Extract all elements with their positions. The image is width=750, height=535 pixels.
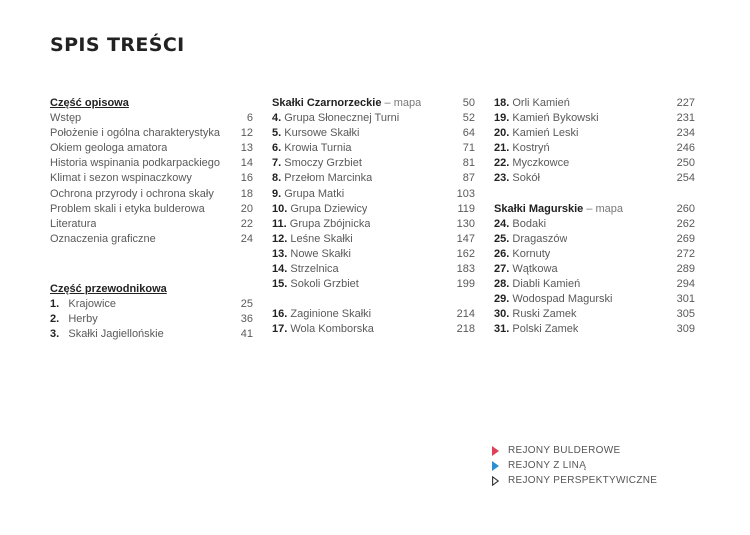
toc-entry-label: Herby bbox=[68, 313, 98, 326]
toc-entry[interactable]: 28. Diabli Kamień 294 bbox=[494, 277, 695, 292]
toc-entry[interactable] bbox=[50, 187, 253, 202]
toc-page-number: 272 bbox=[676, 247, 695, 260]
toc-page-number: 227 bbox=[676, 97, 695, 109]
toc-entry-label: Kamień Bykowski bbox=[512, 112, 599, 125]
toc-entry[interactable]: 31. Polski Zamek 309 bbox=[494, 322, 695, 337]
toc-entry-number: 27 bbox=[494, 263, 507, 276]
toc-page-number: 14 bbox=[240, 157, 253, 170]
toc-entry-label: Grupa Matki bbox=[284, 187, 345, 200]
toc-entry-label: Diabli Kamień bbox=[512, 278, 581, 291]
toc-entry-label: Oznaczenia graficzne bbox=[50, 232, 156, 245]
toc-entry-label: Strzelnica bbox=[290, 263, 339, 276]
toc-entry-label: Zaginione Skałki bbox=[290, 308, 372, 321]
toc-entry-label: Grupa Dziewicy bbox=[290, 202, 368, 215]
toc-entry-label: Wątkowa bbox=[512, 263, 558, 276]
toc-page-number: 87 bbox=[462, 172, 475, 185]
toc-entry[interactable] bbox=[50, 156, 253, 171]
toc-entry[interactable]: 4. Grupa Słonecznej Turni 52 bbox=[272, 111, 475, 126]
toc-entry[interactable]: 11. Grupa Zbójnicka 130 bbox=[272, 217, 475, 232]
toc-page-number: 81 bbox=[462, 157, 475, 170]
toc-entry-label: Dragaszów bbox=[512, 232, 568, 245]
region-heading-label: Skałki Czarnorzeckie bbox=[272, 97, 382, 109]
toc-entry-number: 13 bbox=[272, 247, 285, 260]
toc-entry-label: Polski Zamek bbox=[512, 323, 579, 336]
toc-entry[interactable] bbox=[50, 202, 253, 217]
toc-entry[interactable]: 30. Ruski Zamek 305 bbox=[494, 307, 695, 322]
toc-entry-number: 16 bbox=[272, 308, 285, 321]
toc-entry-label: Kamień Leski bbox=[512, 127, 579, 140]
toc-entry-number: 24 bbox=[494, 217, 507, 230]
toc-entry-number: 23 bbox=[494, 172, 507, 185]
outline-triangle-icon bbox=[492, 476, 499, 486]
toc-entry-label: Smoczy Grzbiet bbox=[284, 157, 362, 170]
toc-entry[interactable]: 5. Kursowe Skałki 64 bbox=[272, 126, 475, 141]
toc-entry[interactable]: 15. Sokoli Grzbiet 199 bbox=[272, 277, 475, 292]
section-heading-label: Część opisowa bbox=[50, 97, 129, 109]
toc-page-number: 6 bbox=[246, 112, 253, 125]
toc-entry-label: Problem skali i etyka bulderowa bbox=[50, 202, 205, 215]
toc-entry[interactable]: 22. Myczkowce 250 bbox=[494, 156, 695, 171]
toc-entry-label: Myczkowce bbox=[512, 157, 570, 170]
toc-entry-label: Literatura bbox=[50, 217, 97, 230]
toc-page-number: 289 bbox=[676, 263, 695, 276]
toc-entry[interactable]: 16. Zaginione Skałki 214 bbox=[272, 307, 475, 322]
toc-entry[interactable]: 3. Skałki Jagiellońskie 41 bbox=[50, 327, 253, 342]
toc-entry-number: 30 bbox=[494, 308, 507, 321]
toc-entry[interactable]: 6. Krowia Turnia 71 bbox=[272, 141, 475, 156]
toc-entry-label: Ruski Zamek bbox=[512, 308, 577, 321]
toc-entry-number: 6 bbox=[272, 142, 279, 155]
toc-entry-number: 17 bbox=[272, 323, 285, 336]
toc-entry[interactable]: 29. Wodospad Magurski 301 bbox=[494, 292, 695, 307]
toc-entry-number: 21 bbox=[494, 142, 507, 155]
toc-entry-number: 4 bbox=[272, 112, 279, 125]
toc-entry-label: Kursowe Skałki bbox=[284, 127, 360, 140]
toc-entry-label: Nowe Skałki bbox=[290, 247, 351, 260]
toc-entry[interactable]: 8. Przełom Marcinka 87 bbox=[272, 171, 475, 186]
toc-entry-number: 2 bbox=[50, 313, 57, 326]
toc-entry[interactable]: 14. Strzelnica 183 bbox=[272, 262, 475, 277]
toc-entry-number: 9 bbox=[272, 187, 279, 200]
toc-page-number: 309 bbox=[676, 323, 695, 336]
toc-page-number: 269 bbox=[676, 232, 695, 245]
toc-entry-label: Wodospad Magurski bbox=[512, 293, 613, 306]
toc-page-number: 294 bbox=[676, 278, 695, 291]
toc-entry[interactable]: 21. Kostryń 246 bbox=[494, 141, 695, 156]
toc-page-number: 22 bbox=[240, 217, 253, 230]
toc-entry[interactable]: 7. Smoczy Grzbiet 81 bbox=[272, 156, 475, 171]
region-heading-label: Skałki Magurskie bbox=[494, 202, 584, 215]
toc-entry-number: 20 bbox=[494, 127, 507, 140]
toc-page-number: 246 bbox=[676, 142, 695, 155]
toc-entry[interactable]: 10. Grupa Dziewicy 119 bbox=[272, 202, 475, 217]
toc-entry[interactable]: 13. Nowe Skałki 162 bbox=[272, 247, 475, 262]
legend-item-boulder bbox=[492, 443, 657, 458]
toc-page-number: 16 bbox=[240, 172, 253, 185]
toc-entry-label: Orli Kamień bbox=[512, 97, 570, 109]
toc-entry[interactable] bbox=[50, 111, 253, 126]
toc-page-number: 103 bbox=[456, 187, 475, 200]
toc-page-number: 254 bbox=[676, 172, 695, 185]
toc-entry-label: Grupa Słonecznej Turni bbox=[284, 112, 400, 125]
toc-entry-number: 22 bbox=[494, 157, 507, 170]
section-heading-label: Część przewodnikowa bbox=[50, 283, 167, 296]
toc-page-number: 183 bbox=[456, 263, 475, 276]
toc-entry-number: 25 bbox=[494, 232, 507, 245]
toc-entry-label: Krajowice bbox=[68, 298, 117, 311]
toc-page-number: 25 bbox=[240, 298, 253, 311]
region-heading-sub: – mapa bbox=[384, 97, 422, 109]
toc-entry[interactable]: 26. Kornuty 272 bbox=[494, 247, 695, 262]
blue-triangle-icon bbox=[492, 461, 499, 471]
toc-page-number: 71 bbox=[462, 142, 475, 155]
toc-entry-number: 15 bbox=[272, 278, 285, 291]
toc-page-number: 20 bbox=[240, 202, 253, 215]
toc-entry-number: 18 bbox=[494, 97, 507, 109]
toc-entry[interactable]: 17. Wola Komborska 218 bbox=[272, 322, 475, 337]
toc-entry[interactable] bbox=[50, 217, 253, 232]
toc-entry-number: 1 bbox=[50, 298, 57, 311]
toc-page-number: 250 bbox=[676, 157, 695, 170]
toc-page-number: 234 bbox=[676, 127, 695, 140]
toc-page-number: 41 bbox=[240, 328, 253, 341]
toc-page-number: 214 bbox=[456, 308, 475, 321]
toc-entry[interactable]: 12. Leśne Skałki 147 bbox=[272, 232, 475, 247]
toc-entry-label: Grupa Zbójnicka bbox=[289, 217, 371, 230]
toc-entry[interactable]: 19. Kamień Bykowski 231 bbox=[494, 111, 695, 126]
toc-page-number: 36 bbox=[240, 313, 253, 326]
toc-entry-number: 28 bbox=[494, 278, 507, 291]
toc-entry[interactable]: 2. Herby 36 bbox=[50, 312, 253, 327]
region-heading-sub: – mapa bbox=[586, 202, 624, 215]
toc-entry-label: Leśne Skałki bbox=[290, 232, 353, 245]
legend-item-rope bbox=[492, 458, 657, 473]
toc-entry-label: Sokoli Grzbiet bbox=[290, 278, 359, 291]
toc-entry-label: Kornuty bbox=[512, 247, 551, 260]
toc-page-number: 262 bbox=[676, 217, 695, 230]
toc-page-number: 64 bbox=[462, 127, 475, 140]
toc-entry-number: 5 bbox=[272, 127, 279, 140]
toc-page-number: 231 bbox=[676, 112, 695, 125]
toc-page-number: 52 bbox=[462, 112, 475, 125]
toc-heading-czarnorzeckie[interactable] bbox=[272, 96, 475, 111]
toc-entry[interactable]: 23. Sokół 254 bbox=[494, 171, 695, 186]
toc-entry-label: Historia wspinania podkarpackiego bbox=[50, 157, 220, 170]
toc-column-3 bbox=[494, 96, 695, 338]
toc-entry-number: 10 bbox=[272, 202, 285, 215]
toc-entry-label: Krowia Turnia bbox=[284, 142, 352, 155]
toc-entry-number: 31 bbox=[494, 323, 507, 336]
toc-page-number: 130 bbox=[456, 217, 475, 230]
toc-page-number: 18 bbox=[240, 187, 253, 200]
toc-entry-number: 14 bbox=[272, 263, 285, 276]
toc-entry-label: Wola Komborska bbox=[290, 323, 374, 336]
toc-entry[interactable]: 9. Grupa Matki 103 bbox=[272, 187, 475, 202]
toc-entry-number: 29 bbox=[494, 293, 507, 306]
toc-entry[interactable]: 25. Dragaszów 269 bbox=[494, 232, 695, 247]
legend-label: REJONY Z LINĄ bbox=[508, 460, 587, 471]
legend-item-prospective bbox=[492, 473, 657, 488]
toc-entry-label: Przełom Marcinka bbox=[284, 172, 373, 185]
page-title: SPIS TREŚCI bbox=[50, 34, 185, 56]
toc-entry[interactable]: 18. Orli Kamień 227 bbox=[494, 96, 695, 111]
toc-page-number: 260 bbox=[676, 202, 695, 215]
toc-entry-label: Wstęp bbox=[50, 112, 82, 125]
toc-entry-number: 11 bbox=[272, 217, 284, 230]
toc-entry[interactable]: 24. Bodaki 262 bbox=[494, 217, 695, 232]
legend-label: REJONY PERSPEKTYWICZNE bbox=[508, 475, 658, 486]
section-heading-descriptive[interactable] bbox=[50, 96, 253, 111]
toc-entry[interactable] bbox=[50, 141, 253, 156]
toc-entry-label: Sokół bbox=[512, 172, 540, 185]
toc-entry-number: 19 bbox=[494, 112, 507, 125]
toc-page-number: 162 bbox=[456, 247, 475, 260]
toc-page-number: 305 bbox=[676, 308, 695, 321]
toc-page-number: 24 bbox=[240, 232, 253, 245]
toc-heading-magurskie[interactable] bbox=[494, 202, 695, 217]
toc-entry-label: Skałki Jagiellońskie bbox=[68, 328, 164, 341]
section-heading-guide[interactable] bbox=[50, 282, 253, 297]
toc-page-number: 50 bbox=[462, 97, 475, 109]
legend bbox=[492, 443, 657, 488]
red-triangle-icon bbox=[492, 446, 499, 456]
toc-page-number: 119 bbox=[457, 202, 475, 215]
toc-page-number: 301 bbox=[676, 293, 695, 306]
toc-column-1 bbox=[50, 96, 253, 342]
toc-page-number: 218 bbox=[456, 323, 475, 336]
toc-entry-number: 8 bbox=[272, 172, 279, 185]
toc-entry-label: Klimat i sezon wspinaczkowy bbox=[50, 172, 192, 185]
toc-entry[interactable] bbox=[50, 126, 253, 141]
toc-entry[interactable] bbox=[50, 171, 253, 186]
toc-column-2 bbox=[272, 96, 475, 338]
toc-entry-number: 7 bbox=[272, 157, 279, 170]
toc-entry-label: Bodaki bbox=[512, 217, 547, 230]
toc-entry-label: Ochrona przyrody i ochrona skały bbox=[50, 187, 214, 200]
toc-entry[interactable]: 27. Wątkowa 289 bbox=[494, 262, 695, 277]
toc-entry-label: Położenie i ogólna charakterystyka bbox=[50, 127, 220, 140]
toc-entry-number: 12 bbox=[272, 232, 285, 245]
toc-entry[interactable] bbox=[50, 232, 253, 247]
toc-page-number: 147 bbox=[456, 232, 475, 245]
legend-label: REJONY BULDEROWE bbox=[508, 445, 621, 456]
toc-entry-number: 3 bbox=[50, 328, 57, 341]
toc-page-number: 12 bbox=[240, 127, 253, 140]
toc-page-number: 13 bbox=[240, 142, 253, 155]
toc-entry-number: 26 bbox=[494, 247, 507, 260]
toc-page-number: 199 bbox=[456, 278, 475, 291]
toc-entry-label: Okiem geologa amatora bbox=[50, 142, 168, 155]
toc-entry[interactable]: 1. Krajowice 25 bbox=[50, 297, 253, 312]
toc-entry-label: Kostryń bbox=[512, 142, 550, 155]
toc-entry[interactable]: 20. Kamień Leski 234 bbox=[494, 126, 695, 141]
